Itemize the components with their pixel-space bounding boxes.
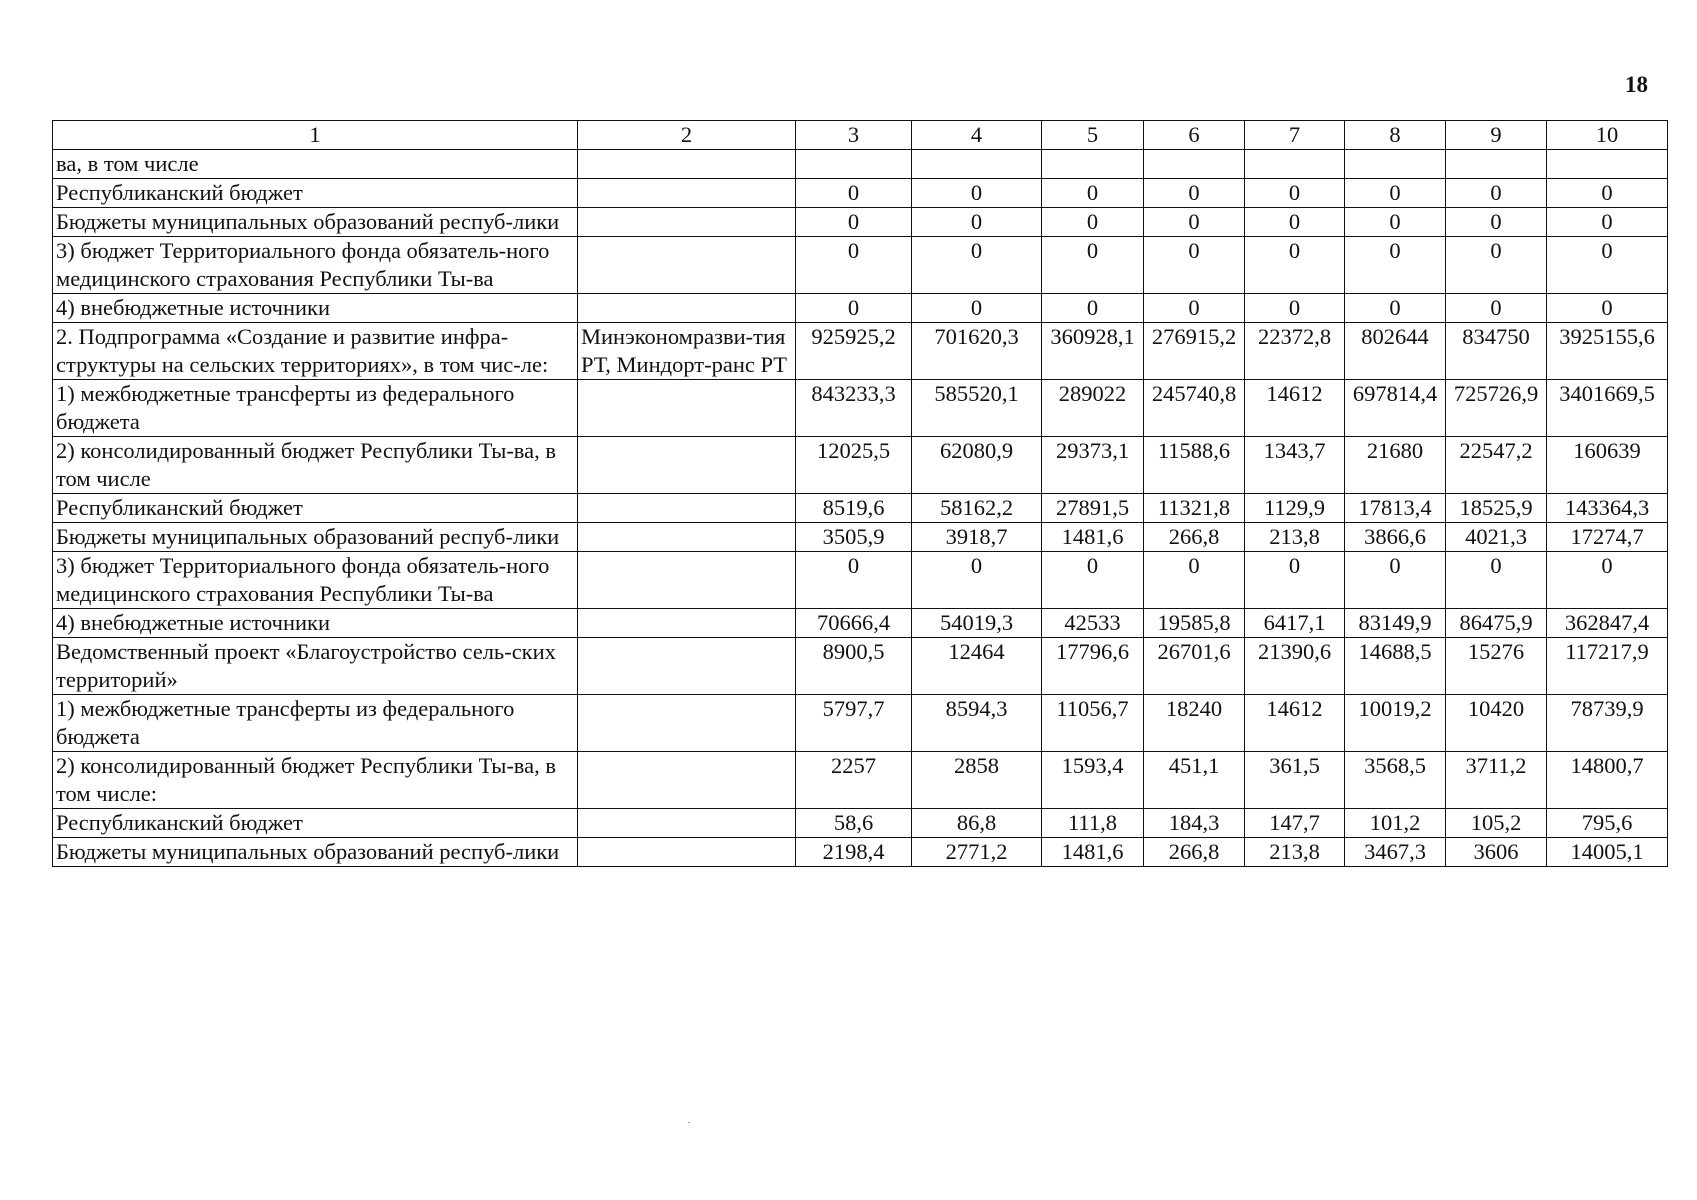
column-header: 8 [1345,121,1446,150]
value-cell: 86475,9 [1446,609,1547,638]
value-cell: 697814,4 [1345,380,1446,437]
value-cell: 0 [796,179,912,208]
responsible-executor [578,179,796,208]
value-cell: 0 [1446,208,1547,237]
value-cell: 58,6 [796,809,912,838]
value-cell: 0 [1245,294,1345,323]
value-cell: 117217,9 [1547,638,1668,695]
value-cell: 2771,2 [912,838,1042,867]
value-cell: 42533 [1042,609,1144,638]
value-cell [1144,150,1245,179]
value-cell [1446,150,1547,179]
table-header-row [53,121,1668,150]
value-cell: 3866,6 [1345,523,1446,552]
value-cell: 0 [1042,552,1144,609]
value-cell: 3467,3 [1345,838,1446,867]
table-row [53,179,1668,208]
value-cell: 17813,4 [1345,494,1446,523]
row-description: 2) консолидированный бюджет Республики Ты-ва, в том числе: [53,752,578,809]
value-cell: 0 [1446,552,1547,609]
responsible-executor [578,294,796,323]
value-cell: 0 [1547,552,1668,609]
responsible-executor [578,552,796,609]
responsible-executor [578,809,796,838]
value-cell: 10420 [1446,695,1547,752]
scan-speck [688,1122,690,1123]
value-cell: 18525,9 [1446,494,1547,523]
value-cell: 11321,8 [1144,494,1245,523]
value-cell: 101,2 [1345,809,1446,838]
value-cell: 21680 [1345,437,1446,494]
value-cell: 362847,4 [1547,609,1668,638]
value-cell: 8900,5 [796,638,912,695]
value-cell: 0 [796,294,912,323]
value-cell: 14800,7 [1547,752,1668,809]
value-cell: 86,8 [912,809,1042,838]
value-cell: 0 [1245,208,1345,237]
value-cell: 3918,7 [912,523,1042,552]
value-cell: 1129,9 [1245,494,1345,523]
value-cell: 21390,6 [1245,638,1345,695]
value-cell: 276915,2 [1144,323,1245,380]
value-cell: 3925155,6 [1547,323,1668,380]
value-cell: 22372,8 [1245,323,1345,380]
responsible-executor [578,237,796,294]
table-row [53,523,1668,552]
row-description: 2. Подпрограмма «Создание и развитие инфра-структуры на сельских территориях», в том чис-ле: [53,323,578,380]
column-header: 4 [912,121,1042,150]
value-cell: 1481,6 [1042,838,1144,867]
value-cell: 0 [1042,294,1144,323]
value-cell: 83149,9 [1345,609,1446,638]
responsible-executor [578,523,796,552]
table-row [53,552,1668,609]
value-cell: 4021,3 [1446,523,1547,552]
responsible-executor: Минэкономразви-тия РТ, Миндорт-ранс РТ [578,323,796,380]
value-cell: 0 [1042,208,1144,237]
row-description: 1) межбюджетные трансферты из федерального бюджета [53,695,578,752]
value-cell: 14612 [1245,380,1345,437]
responsible-executor [578,838,796,867]
responsible-executor [578,208,796,237]
value-cell: 2257 [796,752,912,809]
table-row [53,638,1668,695]
value-cell: 62080,9 [912,437,1042,494]
value-cell: 0 [796,208,912,237]
value-cell: 147,7 [1245,809,1345,838]
value-cell: 8594,3 [912,695,1042,752]
value-cell: 0 [1345,179,1446,208]
value-cell: 58162,2 [912,494,1042,523]
value-cell: 11056,7 [1042,695,1144,752]
row-description: 4) внебюджетные источники [53,294,578,323]
value-cell: 585520,1 [912,380,1042,437]
value-cell: 0 [1144,179,1245,208]
value-cell: 0 [1446,179,1547,208]
table-row [53,237,1668,294]
value-cell: 14005,1 [1547,838,1668,867]
value-cell: 925925,2 [796,323,912,380]
value-cell: 0 [912,294,1042,323]
budget-table [52,120,1668,867]
value-cell: 22547,2 [1446,437,1547,494]
value-cell: 3568,5 [1345,752,1446,809]
value-cell: 6417,1 [1245,609,1345,638]
value-cell: 3401669,5 [1547,380,1668,437]
value-cell [1245,150,1345,179]
column-header: 2 [578,121,796,150]
value-cell: 0 [1446,237,1547,294]
value-cell: 0 [1345,237,1446,294]
value-cell: 266,8 [1144,523,1245,552]
row-description: Бюджеты муниципальных образований респуб-лики [53,208,578,237]
row-description: Республиканский бюджет [53,809,578,838]
value-cell: 54019,3 [912,609,1042,638]
value-cell: 0 [1547,208,1668,237]
row-description: Республиканский бюджет [53,179,578,208]
value-cell: 0 [1144,294,1245,323]
value-cell: 27891,5 [1042,494,1144,523]
responsible-executor [578,638,796,695]
row-description: Ведомственный проект «Благоустройство сель-ских территорий» [53,638,578,695]
value-cell: 0 [1446,294,1547,323]
table-row [53,752,1668,809]
responsible-executor [578,150,796,179]
table-row [53,150,1668,179]
value-cell: 0 [1345,294,1446,323]
value-cell: 361,5 [1245,752,1345,809]
value-cell: 1343,7 [1245,437,1345,494]
column-header: 10 [1547,121,1668,150]
value-cell: 18240 [1144,695,1245,752]
column-header: 9 [1446,121,1547,150]
value-cell: 0 [796,552,912,609]
row-description: Бюджеты муниципальных образований респуб-лики [53,523,578,552]
table-row [53,695,1668,752]
value-cell: 245740,8 [1144,380,1245,437]
responsible-executor [578,437,796,494]
value-cell: 0 [1345,208,1446,237]
value-cell: 213,8 [1245,523,1345,552]
column-header: 1 [53,121,578,150]
value-cell: 105,2 [1446,809,1547,838]
column-header: 3 [796,121,912,150]
value-cell: 78739,9 [1547,695,1668,752]
value-cell: 0 [1245,552,1345,609]
value-cell: 29373,1 [1042,437,1144,494]
value-cell: 834750 [1446,323,1547,380]
table-row [53,838,1668,867]
responsible-executor [578,494,796,523]
value-cell: 0 [1345,552,1446,609]
row-description: 4) внебюджетные источники [53,609,578,638]
table-row [53,294,1668,323]
value-cell: 360928,1 [1042,323,1144,380]
column-header: 6 [1144,121,1245,150]
responsible-executor [578,380,796,437]
value-cell: 266,8 [1144,838,1245,867]
value-cell: 11588,6 [1144,437,1245,494]
page-number: 18 [1625,72,1648,97]
value-cell [1345,150,1446,179]
row-description: 3) бюджет Территориального фонда обязатель-ного медицинского страхования Республики Ты-ва [53,237,578,294]
value-cell [796,150,912,179]
value-cell: 15276 [1446,638,1547,695]
value-cell: 213,8 [1245,838,1345,867]
value-cell: 70666,4 [796,609,912,638]
value-cell: 8519,6 [796,494,912,523]
value-cell: 2858 [912,752,1042,809]
value-cell: 12464 [912,638,1042,695]
value-cell: 19585,8 [1144,609,1245,638]
value-cell: 10019,2 [1345,695,1446,752]
value-cell: 17796,6 [1042,638,1144,695]
value-cell [1547,150,1668,179]
value-cell: 0 [1547,294,1668,323]
value-cell: 795,6 [1547,809,1668,838]
row-description: Республиканский бюджет [53,494,578,523]
value-cell [912,150,1042,179]
value-cell: 0 [1245,237,1345,294]
responsible-executor [578,609,796,638]
value-cell: 1593,4 [1042,752,1144,809]
responsible-executor [578,695,796,752]
column-header: 5 [1042,121,1144,150]
value-cell: 0 [912,208,1042,237]
value-cell: 111,8 [1042,809,1144,838]
value-cell: 0 [1245,179,1345,208]
value-cell: 289022 [1042,380,1144,437]
table-row [53,809,1668,838]
value-cell: 725726,9 [1446,380,1547,437]
row-description: ва, в том числе [53,150,578,179]
table-row [53,208,1668,237]
value-cell: 17274,7 [1547,523,1668,552]
value-cell: 160639 [1547,437,1668,494]
value-cell: 0 [1042,237,1144,294]
value-cell: 3505,9 [796,523,912,552]
value-cell: 0 [796,237,912,294]
row-description: 3) бюджет Территориального фонда обязатель-ного медицинского страхования Республики Ты-ва [53,552,578,609]
row-description: 1) межбюджетные трансферты из федерального бюджета [53,380,578,437]
value-cell: 802644 [1345,323,1446,380]
value-cell: 184,3 [1144,809,1245,838]
value-cell: 14612 [1245,695,1345,752]
value-cell: 2198,4 [796,838,912,867]
responsible-executor [578,752,796,809]
table-row [53,323,1668,380]
value-cell: 451,1 [1144,752,1245,809]
value-cell: 701620,3 [912,323,1042,380]
value-cell: 0 [1547,179,1668,208]
value-cell: 3711,2 [1446,752,1547,809]
value-cell: 3606 [1446,838,1547,867]
value-cell: 1481,6 [1042,523,1144,552]
value-cell: 843233,3 [796,380,912,437]
value-cell: 0 [912,552,1042,609]
value-cell: 143364,3 [1547,494,1668,523]
value-cell [1042,150,1144,179]
value-cell: 12025,5 [796,437,912,494]
row-description: 2) консолидированный бюджет Республики Ты-ва, в том числе [53,437,578,494]
table-row [53,494,1668,523]
value-cell: 0 [912,237,1042,294]
table-row [53,380,1668,437]
column-header: 7 [1245,121,1345,150]
value-cell: 0 [1144,237,1245,294]
value-cell: 0 [1144,552,1245,609]
row-description: Бюджеты муниципальных образований респуб-лики [53,838,578,867]
value-cell: 0 [1547,237,1668,294]
value-cell: 0 [912,179,1042,208]
value-cell: 0 [1042,179,1144,208]
table-row [53,437,1668,494]
value-cell: 0 [1144,208,1245,237]
value-cell: 5797,7 [796,695,912,752]
table-row [53,609,1668,638]
value-cell: 26701,6 [1144,638,1245,695]
value-cell: 14688,5 [1345,638,1446,695]
